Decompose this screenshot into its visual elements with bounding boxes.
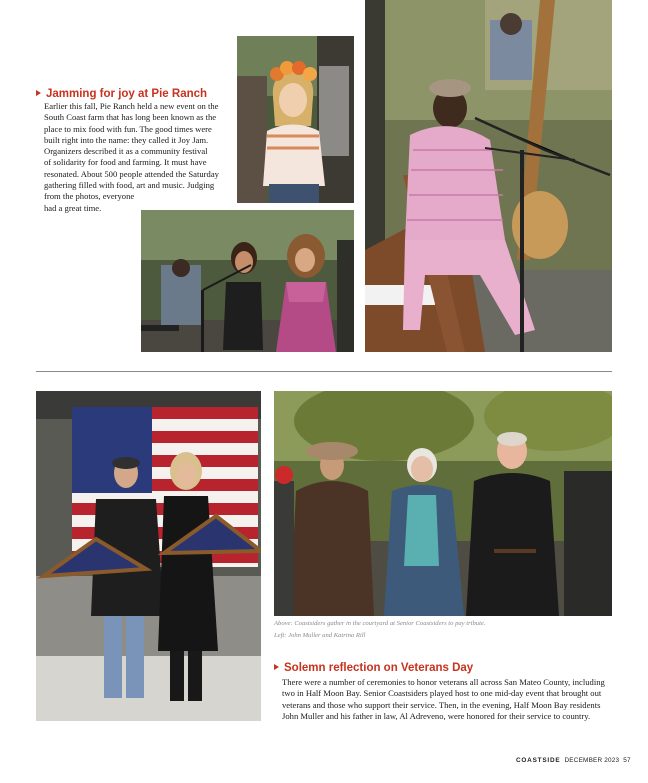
footer-issue: DECEMBER 2023 <box>564 757 620 764</box>
caption-left: Left: John Muller and Katrina Rill <box>274 632 366 639</box>
story2-headline: Solemn reflection on Veterans Day <box>274 662 473 674</box>
footer-brand: COASTSIDE <box>516 757 561 764</box>
photo-veterans-crowd <box>274 391 612 616</box>
photo-musician-kora <box>365 0 612 352</box>
photo-girl-flower-crown <box>237 36 354 203</box>
caption-above: Above: Coastsiders gather in the courtyard at Senior Coastsiders to pay tribute. <box>274 620 486 627</box>
footer-page-number: 57 <box>623 757 631 764</box>
bullet-triangle-icon <box>36 90 41 96</box>
bullet-triangle-icon <box>274 664 279 670</box>
photo-singers-performing <box>141 210 354 352</box>
photo-flag-presentation <box>36 391 261 721</box>
story2-body: There were a number of ceremonies to honor veterans all across San Mateo County, including two in Half Moon Bay. Senior Coastsiders played host to one mid-day event that brought out veterans and those who support their service. Then, in the evening, Half Moon Bay residents John Muller and his father in law, Al Adreveno, were honored for their service to country. <box>282 677 605 721</box>
page-footer <box>516 757 631 764</box>
story1-body: Earlier this fall, Pie Ranch held a new event on the South Coast farm that has long been known as the place to mix food with fun. The good times were built right into the name: they called it Joy Jam. Organizers described it as a community festival of solidarity for food and farming. It must have resonated. About 500 people attended the Saturday gathering filled with food, art and music. Judging from the photos, everyone had a great time. <box>44 101 219 213</box>
story1-headline: Jamming for joy at Pie Ranch <box>36 88 207 100</box>
section-divider <box>36 371 612 372</box>
